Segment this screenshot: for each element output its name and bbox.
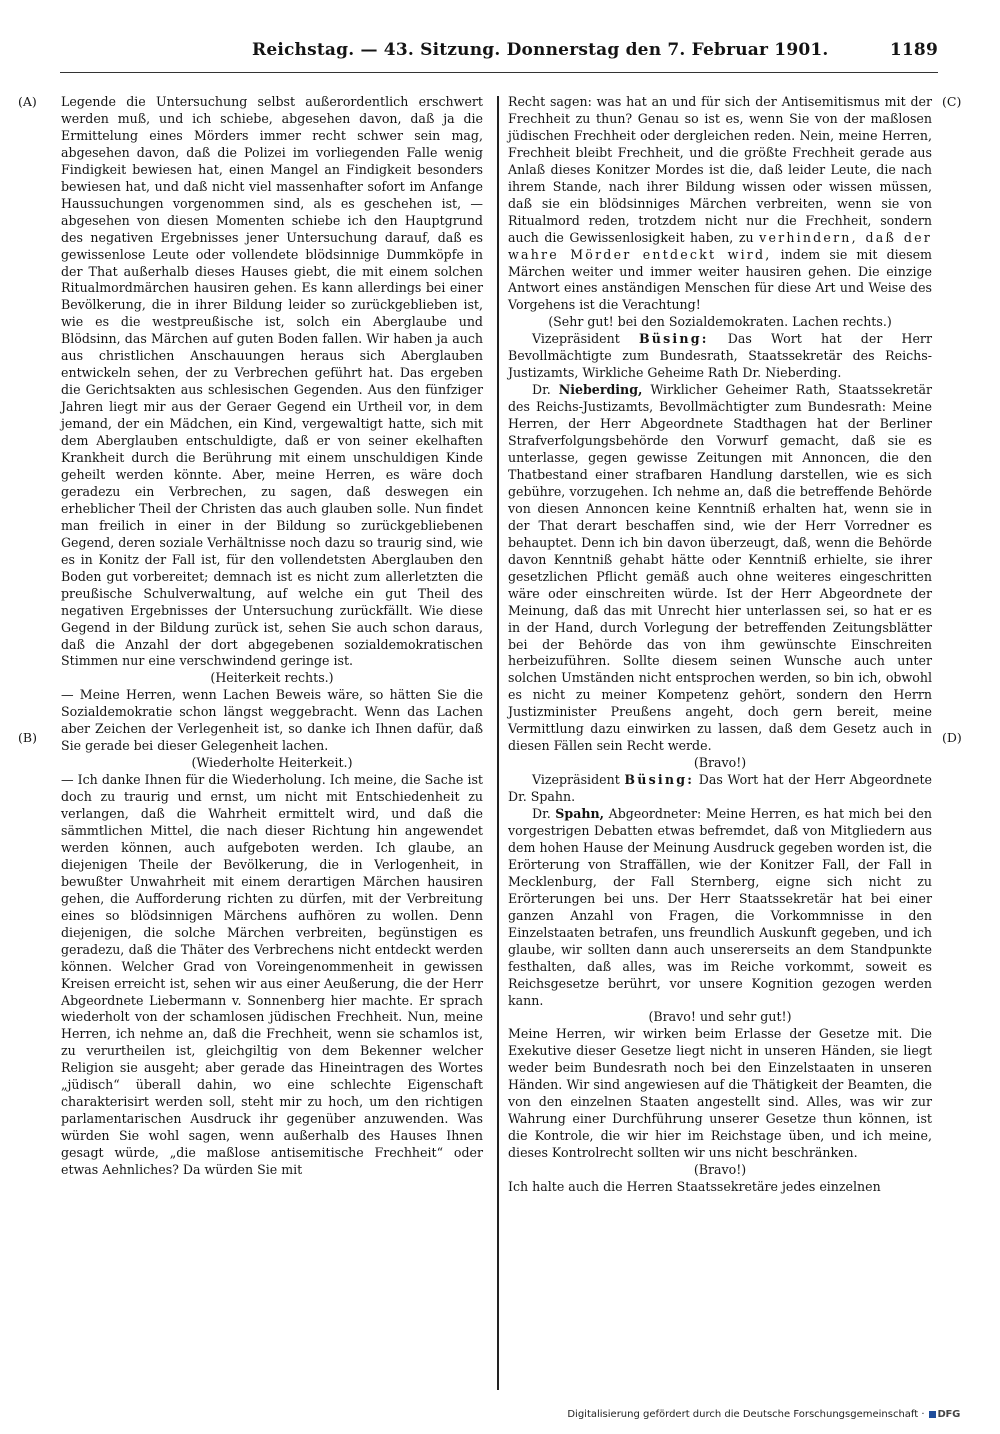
- paragraph: — Meine Herren, wenn Lachen Beweis wäre, so hätten Sie die Sozialdemokratie schon längst weggebracht. Wenn das Lachen aber Zeichen der Verlegenheit ist, so danke ich Ihnen dafür, daß Sie gerade bei dieser Gelegenheit lachen.: [61, 687, 483, 754]
- column-divider: [497, 96, 499, 1390]
- remark: (Bravo!): [693, 1162, 747, 1178]
- paragraph: Legende die Untersuchung selbst außerordentlich erschwert werden muß, und ich schiebe, abgesehen davon, daß ja die Ermittelung eines Mörders immer recht schwer sein mag, abgesehen davon, daß die Polizei im vorliegenden Falle wenig Findigkeit bewiesen hat, einen Mangel an Findigkeit besonders bewiesen hat, und daß nicht viel massenhafter sofort im Anfange Haussuchungen vorgenommen sind, als es geschehen ist, — abgesehen von diesen Momenten schiebe ich den Hauptgrund des negativen Ergebnisses jener Untersuchung darauf, daß es gewissenlose Leute oder vollendete blödsinnige Dummköpfe in der That außerhalb dieses Hauses giebt, die mit einem solchen Ritualmordmärchen hausiren gehen. Es kann allerdings bei einer Bevölkerung, die in ihrer Bildung leider so zurückgeblieben ist, wie es die westpreußische ist, solch ein Aberglaube und Blödsinn, das Märchen auf guten Boden fallen. Wir haben ja auch aus christlichen Anschauungen heraus sich Aberglauben entwickeln sehen, der zu Verbrechen geführt hat. Das ergeben die Gerichtsakten aus schlesischen Gegenden. Aus den fünfziger Jahren liegt mir aus der Geraer Gegend ein Urtheil vor, in dem jemand, der ein Mädchen, ein Kind, vergewaltigt hatte, sich mit dem Aberglauben entschuldigte, daß er von seiner ekelhaften Krankheit durch die Berührung mit einem unschuldigen Kinde geheilt werden könnte. Aber, meine Herren, es wäre doch geradezu ein Verbrechen, zu sagen, daß deswegen ein erheblicher Theil der Christen das auch glauben solle. Nun findet man freilich in einer in der Bildung so zurückgebliebenen Gegend, deren soziale Verhältnisse noch dazu so traurig sind, wie es in Konitz der Fall ist, für den vollendetsten Aberglauben den Boden gut vorbereitet; demnach ist es nicht zum allerletzten die preußische Schulverwaltung, auf welche ein gut Theil des negativen Ergebnisses der Untersuchung zurückfällt. Wie diese Gegend in der Bildung zurück ist, sehen Sie auch schon daraus, daß die Anzahl der dort abgegebenen sozialdemokratischen Stimmen nur eine verschwindend geringe ist.: [61, 94, 483, 669]
- text: Das Wort hat der Herr Bevollmächtigte zum Bundesrath, Staatssekretär des Reichs-Justizamts, Wirkliche Geheime Rath Dr. Nieberding.: [508, 331, 932, 381]
- speaker-title: Dr.: [532, 806, 551, 822]
- text: indem sie mit diesem Märchen weiter und immer weiter hausiren gehen. Die einzige Antwort eines anständigen Menschen für diese Art und Weise des Vorgehens ist die Verachtung!: [508, 246, 932, 313]
- right-column: [508, 94, 932, 1196]
- speaker-title: Dr.: [532, 382, 551, 398]
- text: Abgeordneter: Meine Herren, es hat mich bei den vorgestrigen Debatten etwas befremdet, daß von Mitgliedern aus dem hohen Hause der Meinung Ausdruck gegeben worden ist, die Erörterung von Straffällen, wie der Konitzer Fall, der Fall in Mecklenburg, der Fall Sternberg, eigne sich nicht zu Erörterungen bei uns. Der Herr Staatssekretär hat bei einer ganzen Anzahl von Fragen, die Vorkommnisse in den Einzelstaaten betrafen, uns freundlich Auskunft gegeben, und ich glaube, wir sollten dann auch unsererseits an dem Standpunkte festhalten, daß alles, was im Reiche vorkommt, soweit es Reichsgesetze berührt, vor unsere Kognition gezogen werden kann.: [508, 806, 932, 1008]
- logo-text: DFG: [937, 1409, 960, 1420]
- speaker-title: Vizepräsident: [532, 772, 620, 788]
- remark: (Sehr gut! bei den Sozialdemokraten. Lachen rechts.): [548, 314, 892, 330]
- paragraph: Meine Herren, wir wirken beim Erlasse der Gesetze mit. Die Exekutive dieser Gesetze liegt nicht in unseren Händen, sie liegt weder beim Bundesrath noch bei den Einzelstaaten in unseren Händen. Wir sind angewiesen auf die Thätigkeit der Beamten, die von den einzelnen Staaten angestellt sind. Alles, was wir zur Wahrung einer Durchführung unserer Gesetze thun können, ist die Kontrole, die wir hier im Reichstage üben, und ich meine, dieses Kontrolrecht sollten wir uns nicht beschränken.: [508, 1026, 932, 1161]
- paragraph: [508, 94, 932, 314]
- header-rule: [60, 72, 938, 73]
- paragraph: Ich halte auch die Herren Staatssekretäre jedes einzelnen: [508, 1179, 881, 1194]
- text: Wirklicher Geheimer Rath, Staatssekretär des Reichs-Justizamts, Bevollmächtigter zum Bundesrath: Meine Herren, der Herr Abgeordnete Stadthagen hat der Berliner Strafverfolgungsbehörde den Vorwurf gemacht, daß sie es unterlasse, gegen gewisse Zeitungen mit Annoncen, die den Thatbestand einer strafbaren Handlung darstellen, wie es sich gebühre, vorzugehen. Ich nehme an, daß die betreffende Behörde von diesen Annoncen keine Kenntniß erhalten hat, wenn sie in der That derart beschaffen sind, wie der Herr Vorredner es behauptet. Denn ich bin davon überzeugt, daß, wenn die Behörde davon Kenntniß gehabt hätte oder Kenntniß erhielte, sie ihrer gesetzlichen Pflicht gemäß auch ohne weiteres eingeschritten wäre oder einschreiten würde. Ist der Herr Abgeordnete der Meinung, daß das mit Unrecht hier unterlassen sei, so hat er es in der Hand, durch Vorlegung der betreffenden Zeitungsblätter bei der Behörde das von ihm gewünschte Einschreiten herbeizuführen. Sollte diesem seinen Wunsche auch unter solchen Umständen nicht entsprochen werden, so bin ich, obwohl es nicht zu meiner Kompetenz gehört, sondern den Herrn Justizminister Preußens angeht, doch gern bereit, meine Vermittlung dazu einwirken zu lassen, daß dem Gesetz auch in diesen Fällen sein Recht werde.: [508, 382, 933, 754]
- speaker-paragraph: [508, 331, 932, 382]
- speaker-paragraph: [508, 806, 932, 1009]
- speaker-paragraph: [508, 772, 932, 806]
- remark: (Bravo! und sehr gut!): [648, 1009, 792, 1025]
- margin-marker-d: (D): [942, 730, 962, 745]
- speaker-title: Vizepräsident: [532, 331, 620, 347]
- remark: (Bravo!): [693, 755, 747, 771]
- text: Das Wort hat der Herr Abgeordnete Dr. Spahn.: [508, 772, 932, 805]
- speaker-name: Büsing:: [638, 331, 709, 347]
- page-header: [252, 40, 938, 70]
- logo-mark-icon: [929, 1411, 936, 1418]
- margin-marker-b: (B): [18, 730, 37, 745]
- credit-text: Digitalisierung gefördert durch die Deutsche Forschungsgemeinschaft ·: [567, 1409, 925, 1420]
- header-title: Reichstag. — 43. Sitzung. Donnerstag den 7. Februar 1901.: [252, 40, 829, 60]
- speaker-name: Nieberding,: [558, 382, 643, 398]
- text: Recht sagen: was hat an und für sich der Antisemitismus mit der Frechheit zu thun? Genau so ist es, wenn Sie von der maßlosen jüdischen Frechheit oder dergleichen reden. Nein, meine Herren, Frechheit bleibt Frechheit, und die größte Frechheit gerade aus Anlaß dieses Konitzer Mordes ist die, daß leider Leute, die nach ihrem Stande, nach ihrer Bildung wissen oder wissen müssen, daß sie ein blödsinniges Märchen verbreiten, wenn sie von Ritualmord reden, trotzdem nicht nur die Frechheit, sondern auch die Gewissenlosigkeit haben, zu: [508, 94, 932, 245]
- paragraph: — Ich danke Ihnen für die Wiederholung. Ich meine, die Sache ist doch zu traurig und ernst, um nicht mit Entschiedenheit zu verlangen, daß die Wahrheit ermittelt wird, und daß die sämmtlichen Mittel, die nach dieser Richtung hin angewendet werden können, auch aufgeboten werden. Ich glaube, an diejenigen Theile der Bevölkerung, die in Verlogenheit, in bewußter Unwahrheit mit einem derartigen Märchen hausiren gehen, die Aufforderung richten zu dürfen, mit der Verbreitung eines so blödsinnigen Märchens aufhören zu wollen. Denn diejenigen, die solche Märchen verbreiten, begünstigen es geradezu, daß die Thäter des Verbrechens nicht entdeckt werden können. Welcher Grad von Voreingenommenheit in gewissen Kreisen erreicht ist, sehen wir aus einer Aeußerung, die der Herr Abgeordnete Liebermann v. Sonnenberg hier machte. Er sprach wiederholt von der schamlosen jüdischen Frechheit. Nun, meine Herren, ich nehme an, daß die Frechheit, wenn sie schamlos ist, zu verurtheilen ist, gleichgiltig von dem Bekenner welcher Religion sie ausgeht; aber gerade das Hineintragen des Wortes „jüdisch“ überall dahin, wo eine schlechte Eigenschaft charakterisirt werden soll, steht mir zu hoch, um den richtigen parlamentarischen Ausdruck ihr gegenüber anzuwenden. Was würden Sie wohl sagen, wenn außerhalb des Hauses Ihnen gesagt würde, „die maßlose antisemitische Frechheit“ oder etwas Aehnliches? Da würden Sie mit: [61, 772, 483, 1178]
- margin-marker-c: (C): [942, 94, 962, 109]
- remark: (Wiederholte Heiterkeit.): [191, 755, 353, 771]
- left-column: [61, 94, 483, 1179]
- remark: (Heiterkeit rechts.): [210, 670, 334, 686]
- spaced-emphasis: verhindern, daß der wahre Mörder entdeckt wird,: [508, 229, 932, 262]
- dfg-logo: [929, 1409, 960, 1420]
- speaker-name: Büsing:: [624, 772, 695, 788]
- speaker-name: Spahn,: [555, 806, 605, 822]
- footer-credit: [567, 1409, 960, 1420]
- margin-marker-a: (A): [18, 94, 37, 109]
- page-number: 1189: [889, 40, 938, 60]
- speaker-paragraph: [508, 382, 932, 755]
